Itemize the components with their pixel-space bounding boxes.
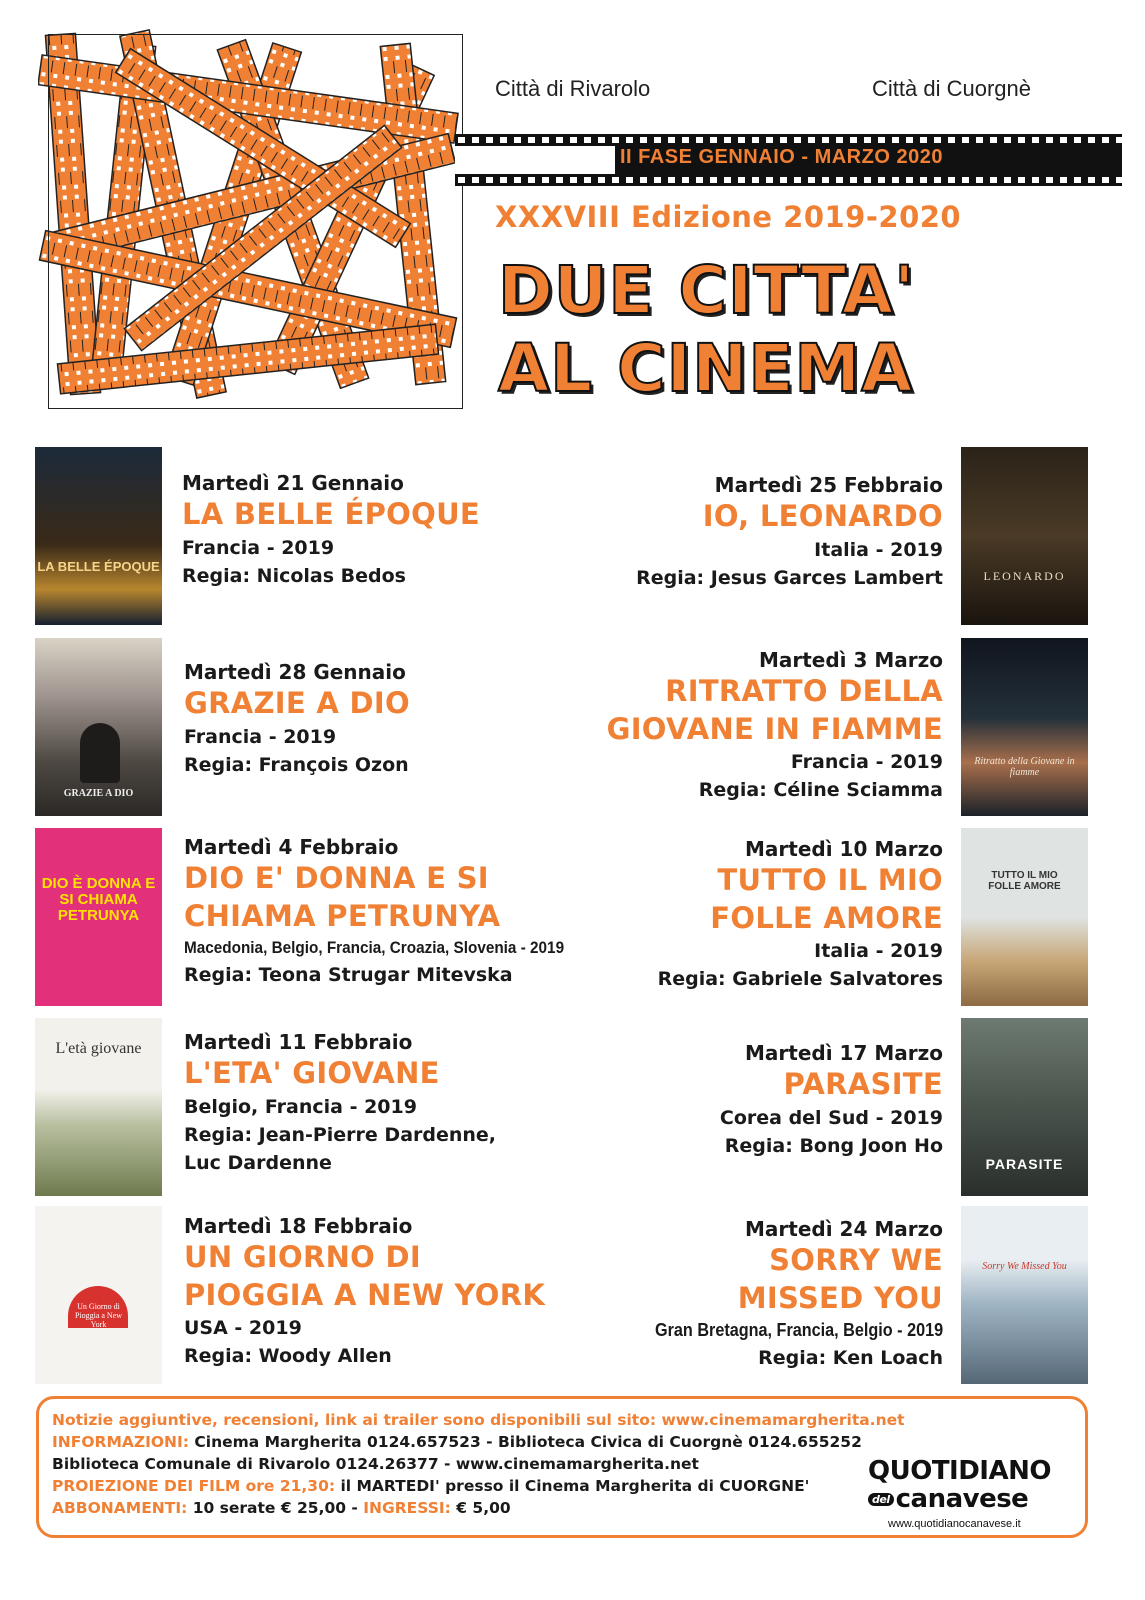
film-entry-left-2	[184, 659, 410, 779]
sponsor-url: www.quotidianocanavese.it	[888, 1518, 1021, 1530]
film-entry-right-5	[623, 1216, 943, 1372]
film-title: SORRY WE	[769, 1243, 943, 1277]
sponsor-name-bottom: canavese	[895, 1484, 1029, 1514]
film-entry-left-1	[182, 470, 480, 590]
info-line-prices	[52, 1499, 511, 1517]
phase-banner: II FASE GENNAIO - MARZO 2020	[620, 146, 943, 168]
poster-title: DIO È DONNA E SI CHIAMA PETRUNYA	[41, 875, 156, 924]
film-title-line-2: MISSED YOU	[737, 1280, 943, 1315]
poster-sorry-we-missed-you	[961, 1206, 1088, 1384]
poster-title: Sorry We Missed You	[982, 1261, 1067, 1272]
info-line-biblioteca	[52, 1455, 699, 1473]
poster-giorno-pioggia	[35, 1206, 162, 1384]
poster-eta-giovane	[35, 1018, 162, 1196]
info-label-abbonamenti: ABBONAMENTI:	[52, 1499, 188, 1517]
film-date: Martedì 18 Febbraio	[184, 1214, 413, 1238]
film-country: USA - 2019	[184, 1317, 302, 1340]
film-title-line-2: PIOGGIA A NEW YORK	[184, 1277, 546, 1312]
film-director: Regia: Jean-Pierre Dardenne,	[184, 1123, 497, 1146]
poster-title: PARASITE	[985, 1156, 1064, 1172]
film-entry-right-3	[658, 836, 943, 994]
main-title-line-2: AL CINEMA	[498, 330, 914, 407]
info-proiezione-text: il MARTEDI' presso il Cinema Margherita di CUORGNE'	[335, 1477, 810, 1495]
film-date: Martedì 21 Gennaio	[182, 471, 404, 495]
film-date: Martedì 11 Febbraio	[184, 1030, 413, 1054]
poster-title: L'età giovane	[55, 1040, 142, 1057]
film-director: Regia: Woody Allen	[184, 1345, 392, 1368]
poster-la-belle-epoque	[35, 447, 162, 625]
film-title: DIO E' DONNA E SI	[184, 861, 489, 895]
sponsor-name-bottom-row	[868, 1486, 1068, 1512]
film-title: IO, LEONARDO	[702, 499, 943, 533]
film-country: Italia - 2019	[814, 538, 943, 561]
film-director: Regia: Céline Sciamma	[698, 779, 943, 802]
sponsor-logo-quotidiano-canavese	[868, 1458, 1068, 1530]
film-country: Italia - 2019	[814, 940, 943, 963]
film-date: Martedì 10 Marzo	[745, 837, 943, 861]
film-title-line-2: CHIAMA PETRUNYA	[184, 898, 501, 933]
poster-grazie-a-dio	[35, 638, 162, 816]
film-director: Regia: Ken Loach	[758, 1347, 943, 1369]
city-cuorgne: Città di Cuorgnè	[872, 76, 1031, 101]
info-label-ingressi: INGRESSI:	[363, 1499, 451, 1517]
film-director-line-2: Luc Dardenne	[184, 1151, 332, 1174]
film-country: Corea del Sud - 2019	[719, 1106, 943, 1129]
poster-ritratto-giovane	[961, 638, 1088, 816]
info-abbonamenti-text: 10 serate € 25,00 -	[187, 1499, 364, 1517]
film-country: Francia - 2019	[790, 751, 943, 774]
film-entry-right-2	[607, 647, 943, 805]
film-title: L'ETA' GIOVANE	[184, 1056, 440, 1090]
film-director: Regia: Teona Strugar Mitevska	[184, 963, 513, 986]
film-title: GRAZIE A DIO	[184, 686, 410, 720]
film-entry-right-4	[720, 1040, 943, 1160]
film-entry-left-3	[184, 834, 606, 989]
logo-frame	[48, 34, 463, 409]
film-title: TUTTO IL MIO	[717, 863, 943, 897]
film-director: Regia: Gabriele Salvatores	[657, 968, 943, 991]
film-country: Belgio, Francia - 2019	[184, 1095, 417, 1118]
film-country: Gran Bretagna, Francia, Belgio - 2019	[654, 1320, 943, 1341]
sponsor-name-top: QUOTIDIANO	[868, 1456, 1051, 1486]
info-ingressi-text: € 5,00	[450, 1499, 511, 1517]
film-date: Martedì 25 Febbraio	[714, 473, 943, 497]
main-title-line-1: DUE CITTA'	[498, 252, 916, 329]
film-director: Regia: Nicolas Bedos	[182, 564, 406, 587]
poster-petrunya	[35, 828, 162, 1006]
info-biblioteca-text: Biblioteca Comunale di Rivarolo 0124.26377 - www.cinemamargherita.net	[52, 1455, 699, 1473]
info-line-contacts	[52, 1433, 862, 1451]
info-contacts-text: Cinema Margherita 0124.657523 - Biblioteca Civica di Cuorgnè 0124.655252	[188, 1433, 862, 1451]
film-date: Martedì 17 Marzo	[745, 1041, 943, 1065]
info-line-proiezione	[52, 1477, 809, 1495]
info-label-informazioni: INFORMAZIONI:	[52, 1433, 189, 1451]
film-director: Regia: François Ozon	[184, 753, 409, 776]
film-country: Francia - 2019	[182, 536, 335, 559]
film-country: Francia - 2019	[184, 725, 337, 748]
poster-title: LA BELLE ÉPOQUE	[37, 559, 160, 574]
edition-heading: XXXVIII Edizione 2019-2020	[495, 200, 962, 234]
film-date: Martedì 24 Marzo	[745, 1217, 943, 1241]
sponsor-name-mid: del	[868, 1493, 894, 1506]
poster-io-leonardo	[961, 447, 1088, 625]
film-director: Regia: Jesus Garces Lambert	[636, 566, 943, 589]
film-entry-left-5	[184, 1213, 545, 1371]
poster-tutto-il-mio-folle-amore	[961, 828, 1088, 1006]
film-title: UN GIORNO DI	[184, 1240, 421, 1274]
film-entry-right-1	[636, 472, 943, 592]
poster-title: Un Giorno di Pioggia a New York	[74, 1302, 123, 1329]
info-line-website	[52, 1411, 905, 1429]
film-date: Martedì 3 Marzo	[758, 648, 943, 672]
film-title: LA BELLE ÉPOQUE	[182, 497, 481, 531]
film-date: Martedì 4 Febbraio	[184, 835, 399, 859]
poster-title: GRAZIE A DIO	[63, 788, 134, 799]
film-entry-left-4	[184, 1029, 496, 1177]
film-title-line-2: GIOVANE IN FIAMME	[606, 711, 943, 746]
info-website-text: Notizie aggiuntive, recensioni, link ai trailer sono disponibili sul sito: www.cinemamargherita.net	[52, 1411, 905, 1429]
film-date: Martedì 28 Gennaio	[184, 660, 406, 684]
poster-title: LEONARDO	[983, 569, 1066, 583]
film-title: RITRATTO DELLA	[665, 674, 943, 708]
poster-title: TUTTO IL MIO FOLLE AMORE	[988, 870, 1061, 892]
film-title: PARASITE	[783, 1067, 943, 1101]
film-title-line-2: FOLLE AMORE	[710, 900, 943, 935]
city-rivarolo: Città di Rivarolo	[495, 76, 651, 101]
poster-parasite	[961, 1018, 1088, 1196]
info-label-proiezione: PROIEZIONE DEI FILM ore 21,30:	[52, 1477, 336, 1495]
film-director: Regia: Bong Joon Ho	[724, 1134, 943, 1157]
film-country: Macedonia, Belgio, Francia, Croazia, Slovenia - 2019	[184, 938, 565, 958]
poster-title: Ritratto della Giovane in fiamme	[974, 756, 1075, 778]
